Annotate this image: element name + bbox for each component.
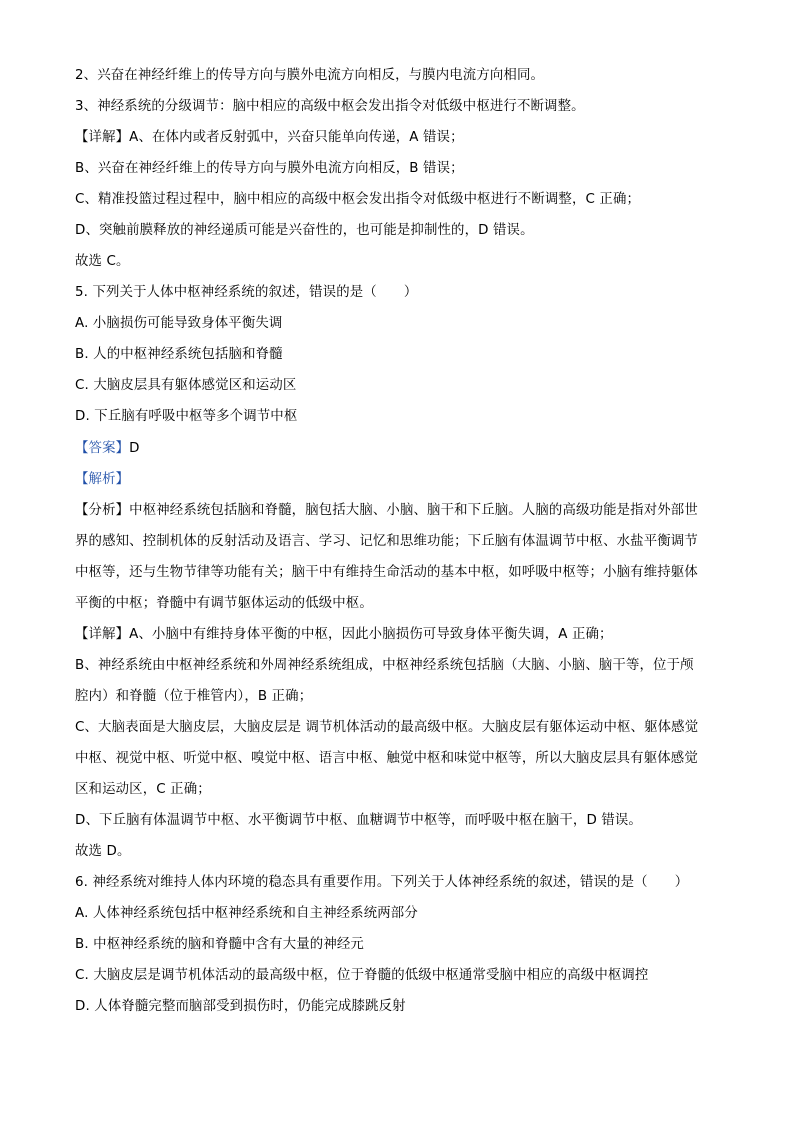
- question-5-option-a: A. 小脑损伤可能导致身体平衡失调: [75, 316, 283, 331]
- text-line: 界的感知、控制机体的反射活动及语言、学习、记忆和思维功能；下丘脑有体温调节中枢、水盐平衡调节: [75, 534, 698, 549]
- text-line: B、兴奋在神经纤维上的传导方向与膜外电流方向相反，B 错误；: [75, 161, 464, 176]
- question-6-option-d: D. 人体脊髓完整而脑部受到损伤时，仍能完成膝跳反射: [75, 999, 406, 1014]
- question-5-stem: 5. 下列关于人体中枢神经系统的叙述，错误的是（ ）: [75, 285, 418, 300]
- conclusion-line: 故选 C。: [75, 254, 130, 269]
- text-line: 中枢等，还与生物节律等功能有关；脑干中有维持生命活动的基本中枢，如呼吸中枢等；小脑有维持躯体: [75, 565, 698, 580]
- text-line: C、大脑表面是大脑皮层，大脑皮层是 调节机体活动的最高级中枢。大脑皮层有躯体运动中枢、躯体感觉: [75, 720, 699, 735]
- question-6-option-b: B. 中枢神经系统的脑和脊髓中含有大量的神经元: [75, 937, 364, 952]
- question-6-option-c: C. 大脑皮层是调节机体活动的最高级中枢，位于脊髓的低级中枢通常受脑中相应的高级中枢调控: [75, 968, 649, 983]
- question-5-option-c: C. 大脑皮层具有躯体感觉区和运动区: [75, 378, 297, 393]
- text-line: C、精准投篮过程过程中，脑中相应的高级中枢会发出指令对低级中枢进行不断调整，C 正确；: [75, 192, 641, 207]
- question-5-option-b: B. 人的中枢神经系统包括脑和脊髓: [75, 347, 283, 362]
- answer-tag: 【答案】: [75, 441, 130, 456]
- text-line: B、神经系统由中枢神经系统和外周神经系统组成，中枢神经系统包括脑（大脑、小脑、脑干等，位于颅: [75, 658, 694, 673]
- question-5-option-d: D. 下丘脑有呼吸中枢等多个调节中枢: [75, 409, 298, 424]
- text-line: 区和运动区，C 正确；: [75, 782, 211, 797]
- text-line: D、突触前膜释放的神经递质可能是兴奋性的，也可能是抑制性的，D 错误。: [75, 223, 534, 238]
- text-line: 平衡的中枢；脊髓中有调节躯体运动的低级中枢。: [75, 596, 373, 611]
- text-line: 腔内）和脊髓（位于椎管内），B 正确；: [75, 689, 313, 704]
- answer-value: D: [129, 441, 140, 456]
- text-line: 中枢、视觉中枢、听觉中枢、嗅觉中枢、语言中枢、触觉中枢和味觉中枢等，所以大脑皮层具有躯体感觉: [75, 751, 698, 766]
- analysis-tag: 【解析】: [75, 472, 130, 487]
- detail-heading-line: 【详解】A、小脑中有维持身体平衡的中枢，因此小脑损伤可导致身体平衡失调，A 正确；: [75, 627, 613, 642]
- answer-line: [75, 439, 725, 459]
- text-line: 【分析】中枢神经系统包括脑和脊髓，脑包括大脑、小脑、脑干和下丘脑。人脑的高级功能是指对外部世: [75, 503, 698, 518]
- conclusion-line: 故选 D。: [75, 844, 131, 859]
- text-line: 3、神经系统的分级调节：脑中相应的高级中枢会发出指令对低级中枢进行不断调整。: [75, 99, 585, 114]
- question-6-stem: 6. 神经系统对维持人体内环境的稳态具有重要作用。下列关于人体神经系统的叙述，错误的是（ ）: [75, 875, 689, 890]
- question-6-option-a: A. 人体神经系统包括中枢神经系统和自主神经系统两部分: [75, 906, 418, 921]
- text-line: D、下丘脑有体温调节中枢、水平衡调节中枢、血糖调节中枢等，而呼吸中枢在脑干，D 错误。: [75, 813, 642, 828]
- text-line: 2、兴奋在神经纤维上的传导方向与膜外电流方向相反，与膜内电流方向相同。: [75, 68, 545, 83]
- detail-heading-line: 【详解】A、在体内或者反射弧中，兴奋只能单向传递，A 错误；: [75, 130, 464, 145]
- analysis-line: [75, 470, 725, 490]
